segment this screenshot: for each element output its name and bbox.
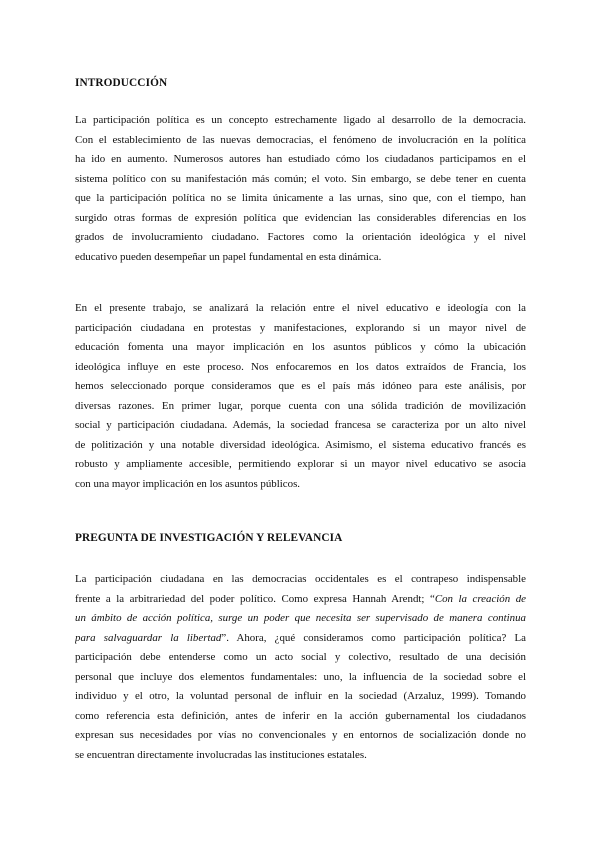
text-line: Con el establecimiento de las nuevas democracias, el fenómeno de involucración en la política [75,133,526,146]
text-line: educativo pueden desempeñar un papel fundamental en esta dinámica. [75,250,382,263]
text-line: social y participación ciudadana. Además, la sociedad francesa se caracteriza por un alto nivel [75,419,526,431]
text-line: con una mayor implicación en los asuntos públicos. [75,477,301,490]
text-line: diversas razones. En primer lugar, porque cuenta con una sólida tradición de movilización [75,399,526,412]
text-line: La participación ciudadana en las democracias occidentales es el contrapeso indispensable [75,573,526,585]
text-line: personal que incluye dos elementos fundamentales: uno, la influencia de la sociedad sobre el [75,670,526,683]
quote-segment: para salvaguardar la libertad [75,631,222,644]
quote-segment: Con la creación de [434,592,526,605]
text-line: que la participación política no se limita únicamente a las urnas, sino que, con el tiempo, han [75,192,526,204]
text-line: se encuentran directamente involucradas las instituciones estatales. [75,748,367,761]
text-segment: ”. Ahora, ¿qué consideramos como participación política? La [221,631,526,644]
heading-introduccion: INTRODUCCIÓN [75,77,168,89]
quote-segment: un ámbito de acción política, surge un poder que necesita ser supervisado de manera continua [75,612,526,624]
question-paragraph-1 [75,570,526,765]
text-line: surgido otras formas de expresión política que evidencian las considerables diferencias en los [75,211,526,224]
text-segment: frente a la arbitrariedad del poder político. Como expresa Hannah Arendt; “ [75,592,435,605]
intro-paragraph-1 [75,111,526,267]
text-line: como referencia esta definición, antes de inferir en la acción gubernamental los ciudadanos [75,709,526,722]
text-line: educación fomenta una mayor implicación en los asuntos públicos y cómo la ubicación [75,341,526,353]
text-line: individuo y el otro, la voluntad personal de influir en la sociedad (Arzaluz, 1999). Tomando [75,690,526,702]
text-line [75,609,526,629]
intro-paragraph-2 [75,299,526,494]
text-line: de politización y una notable diversidad ideológica. Asimismo, el sistema educativo francés es [75,438,526,451]
text-line: expresan sus necesidades por vías no convencionales y en entornos de socialización donde no [75,729,526,741]
text-line [75,590,526,610]
text-line: En el presente trabajo, se analizará la relación entre el nivel educativo e ideología con la [75,302,526,314]
text-line [75,629,526,649]
text-line: ideológica influye en este proceso. Nos enfocaremos en los datos extraídos de Francia, los [75,360,526,373]
text-line: grados de involucramiento ciudadano. Factores como la orientación ideológica y el nivel [75,231,526,243]
text-line: participación debe entenderse como un acto social y colectivo, resultado de una decisión [75,651,526,663]
text-line: robusto y ampliamente accesible, permitiendo explorar si un mayor nivel educativo se asocia [75,458,526,470]
text-line: sistema político con su manifestación más común; el voto. Sin embargo, se debe tener en cuenta [75,172,526,185]
text-line: La participación política es un concepto estrechamente ligado al desarrollo de la democracia. [75,114,526,126]
heading-pregunta-investigacion: PREGUNTA DE INVESTIGACIÓN Y RELEVANCIA [75,532,343,544]
text-line: ha ido en aumento. Numerosos autores han estudiado cómo los ciudadanos participamos en el [75,153,526,165]
text-line: participación ciudadana en protestas y manifestaciones, explorando si un mayor nivel de [75,321,526,334]
text-line: hemos seleccionado porque consideramos que es el país más idóneo para este análisis, por [75,380,526,392]
